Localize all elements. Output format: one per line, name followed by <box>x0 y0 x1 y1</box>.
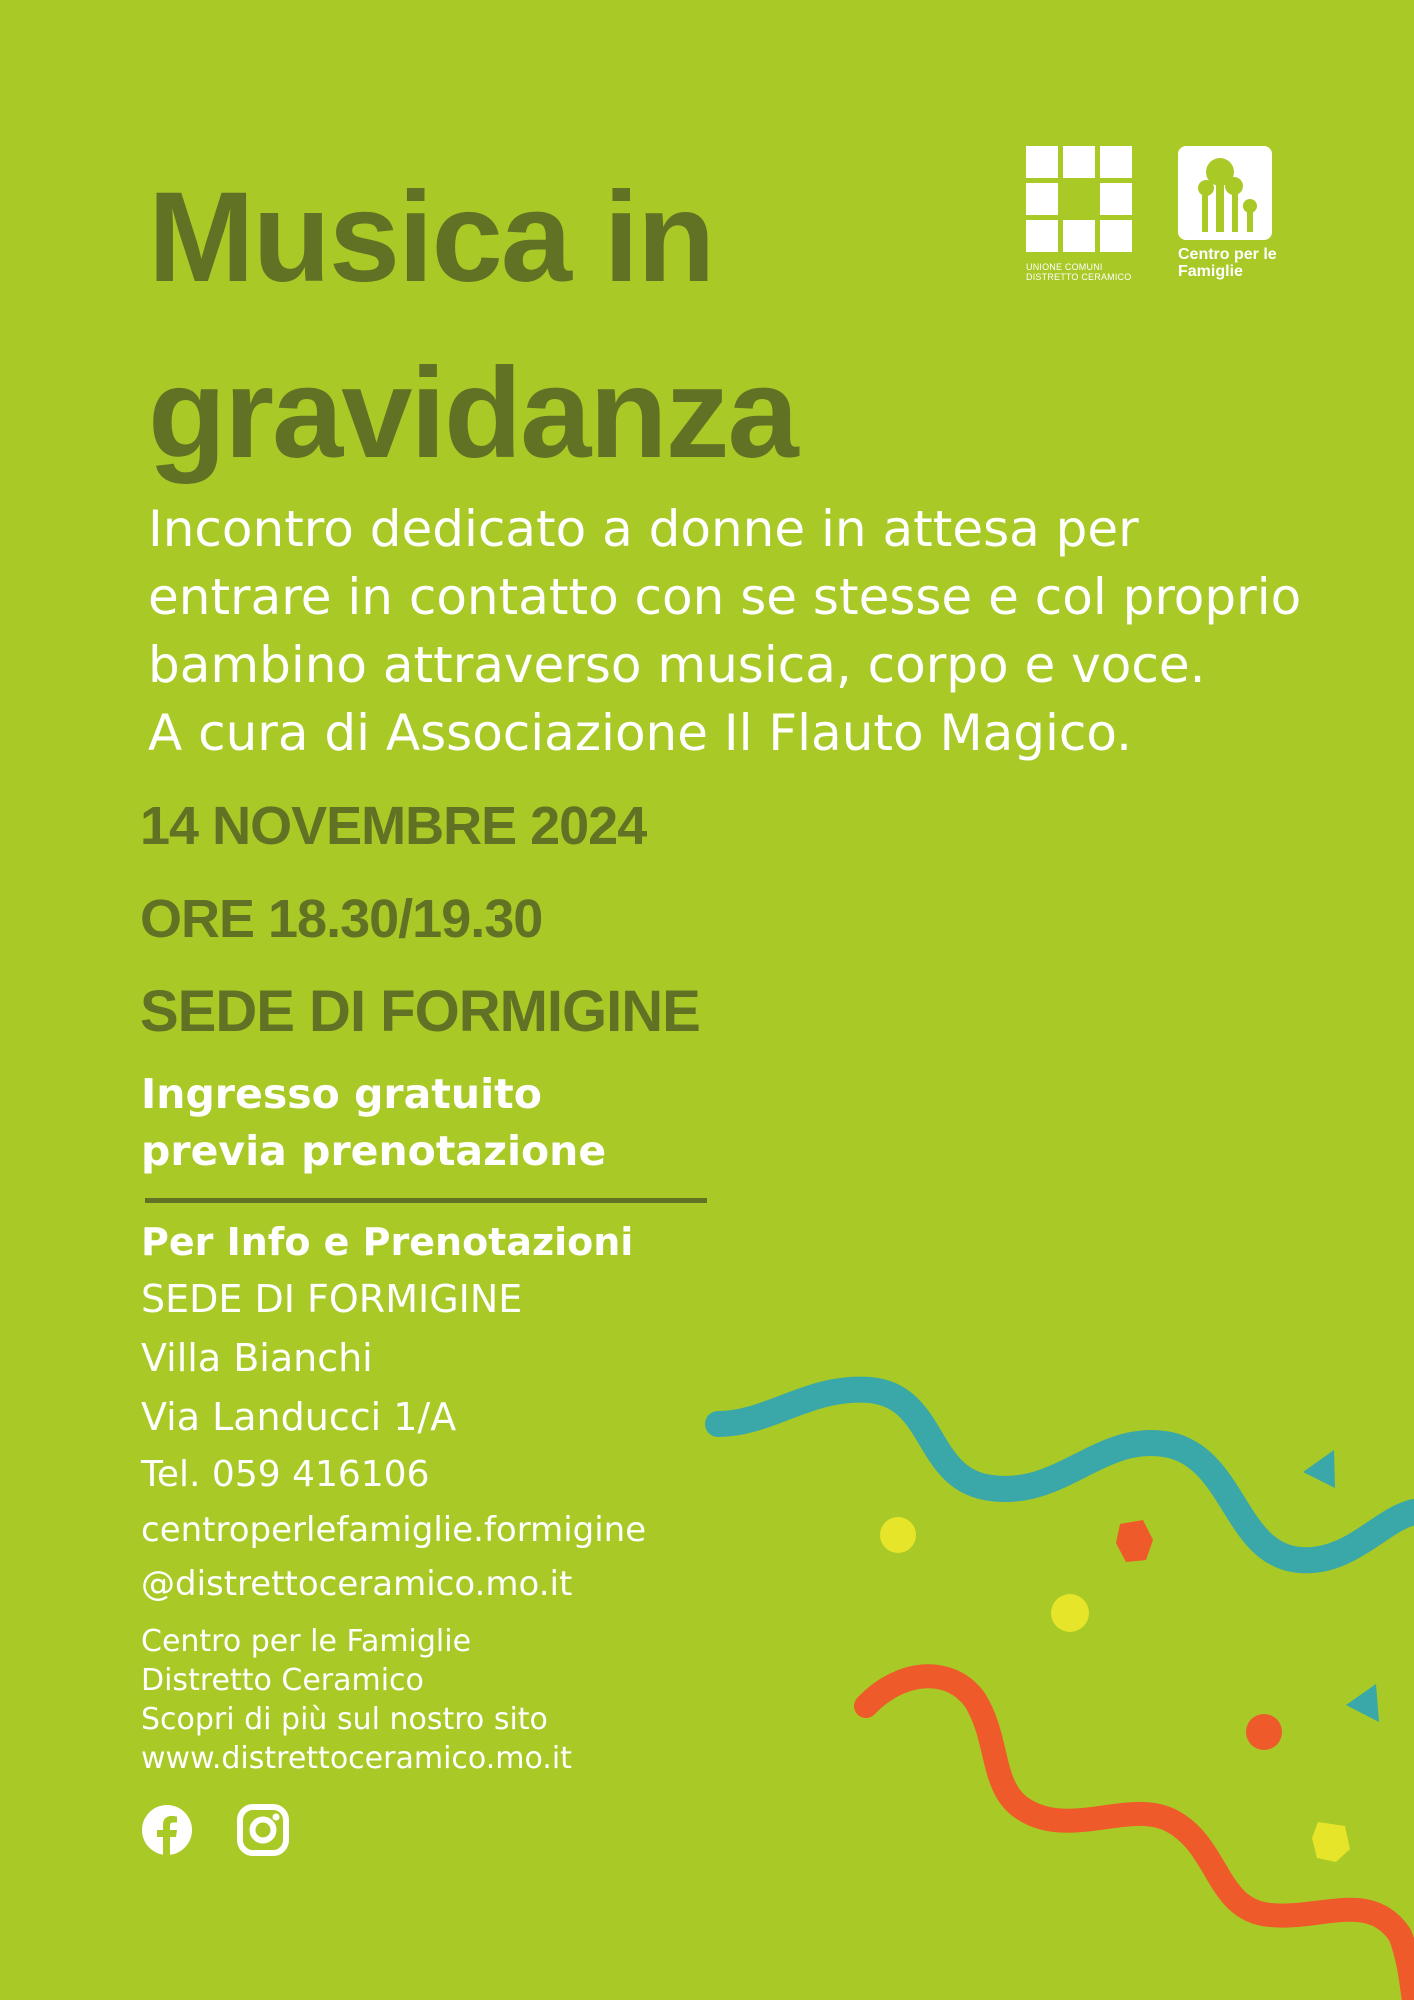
footer-line-2: Distretto Ceramico <box>141 1663 424 1698</box>
info-location: SEDE DI FORMIGINE <box>141 1277 523 1321</box>
description-line-4: A cura di Associazione Il Flauto Magico. <box>148 704 1132 762</box>
teal-squiggle <box>718 1390 1414 1561</box>
footer-website-link[interactable]: www.distrettoceramico.mo.it <box>141 1741 572 1776</box>
event-description <box>148 495 1348 767</box>
info-address: Via Landucci 1/A <box>141 1395 457 1439</box>
facebook-icon[interactable] <box>141 1804 193 1856</box>
description-line-2: entrare in contatto con se stesse e col proprio <box>148 568 1302 626</box>
orange-hexagon <box>1116 1520 1153 1562</box>
unione-grid-logo-icon <box>1026 146 1132 252</box>
title-line-2: gravidanza <box>148 342 797 485</box>
yellow-hexagon <box>1312 1822 1350 1862</box>
info-building: Villa Bianchi <box>141 1336 373 1380</box>
teal-triangle-bottom <box>1346 1684 1379 1722</box>
event-date: 14 NOVEMBRE 2024 <box>140 796 647 856</box>
orange-squiggle <box>866 1676 1414 2000</box>
info-phone[interactable]: Tel. 059 416106 <box>141 1454 430 1495</box>
description-line-1: Incontro dedicato a donne in attesa per <box>148 500 1139 558</box>
teal-triangle-top <box>1303 1450 1335 1488</box>
section-divider <box>145 1198 707 1203</box>
centro-caption-line1: Centro per le <box>1178 246 1277 263</box>
logo-centro-famiglie <box>1178 146 1278 280</box>
centro-famiglie-tree-icon <box>1178 146 1272 240</box>
yellow-dot-2 <box>1051 1594 1089 1632</box>
logo-unione-comuni <box>1026 146 1138 282</box>
orange-dot <box>1246 1714 1282 1750</box>
entry-line-2: previa prenotazione <box>141 1127 607 1175</box>
centro-caption-line2: Famiglie <box>1178 263 1243 280</box>
description-line-3: bambino attraverso musica, corpo e voce. <box>148 636 1206 694</box>
event-time: ORE 18.30/19.30 <box>140 889 543 949</box>
info-email-user[interactable]: centroperlefamiglie.formigine <box>141 1510 647 1550</box>
title-line-1: Musica in <box>148 166 714 309</box>
yellow-dot-1 <box>880 1517 916 1553</box>
entry-note <box>141 1066 606 1180</box>
instagram-icon[interactable] <box>237 1804 289 1856</box>
footer-line-3: Scopri di più sul nostro sito <box>141 1702 548 1737</box>
unione-caption-line1: UNIONE COMUNI <box>1026 262 1103 272</box>
info-heading: Per Info e Prenotazioni <box>141 1220 634 1264</box>
info-email-domain[interactable]: @distrettoceramico.mo.it <box>141 1564 573 1604</box>
footer-line-1: Centro per le Famiglie <box>141 1624 472 1659</box>
footer-text <box>141 1622 572 1778</box>
event-place: SEDE DI FORMIGINE <box>140 979 700 1044</box>
page-title <box>148 150 797 502</box>
entry-line-1: Ingresso gratuito <box>141 1070 542 1118</box>
unione-caption-line2: DISTRETTO CERAMICO <box>1026 272 1132 282</box>
